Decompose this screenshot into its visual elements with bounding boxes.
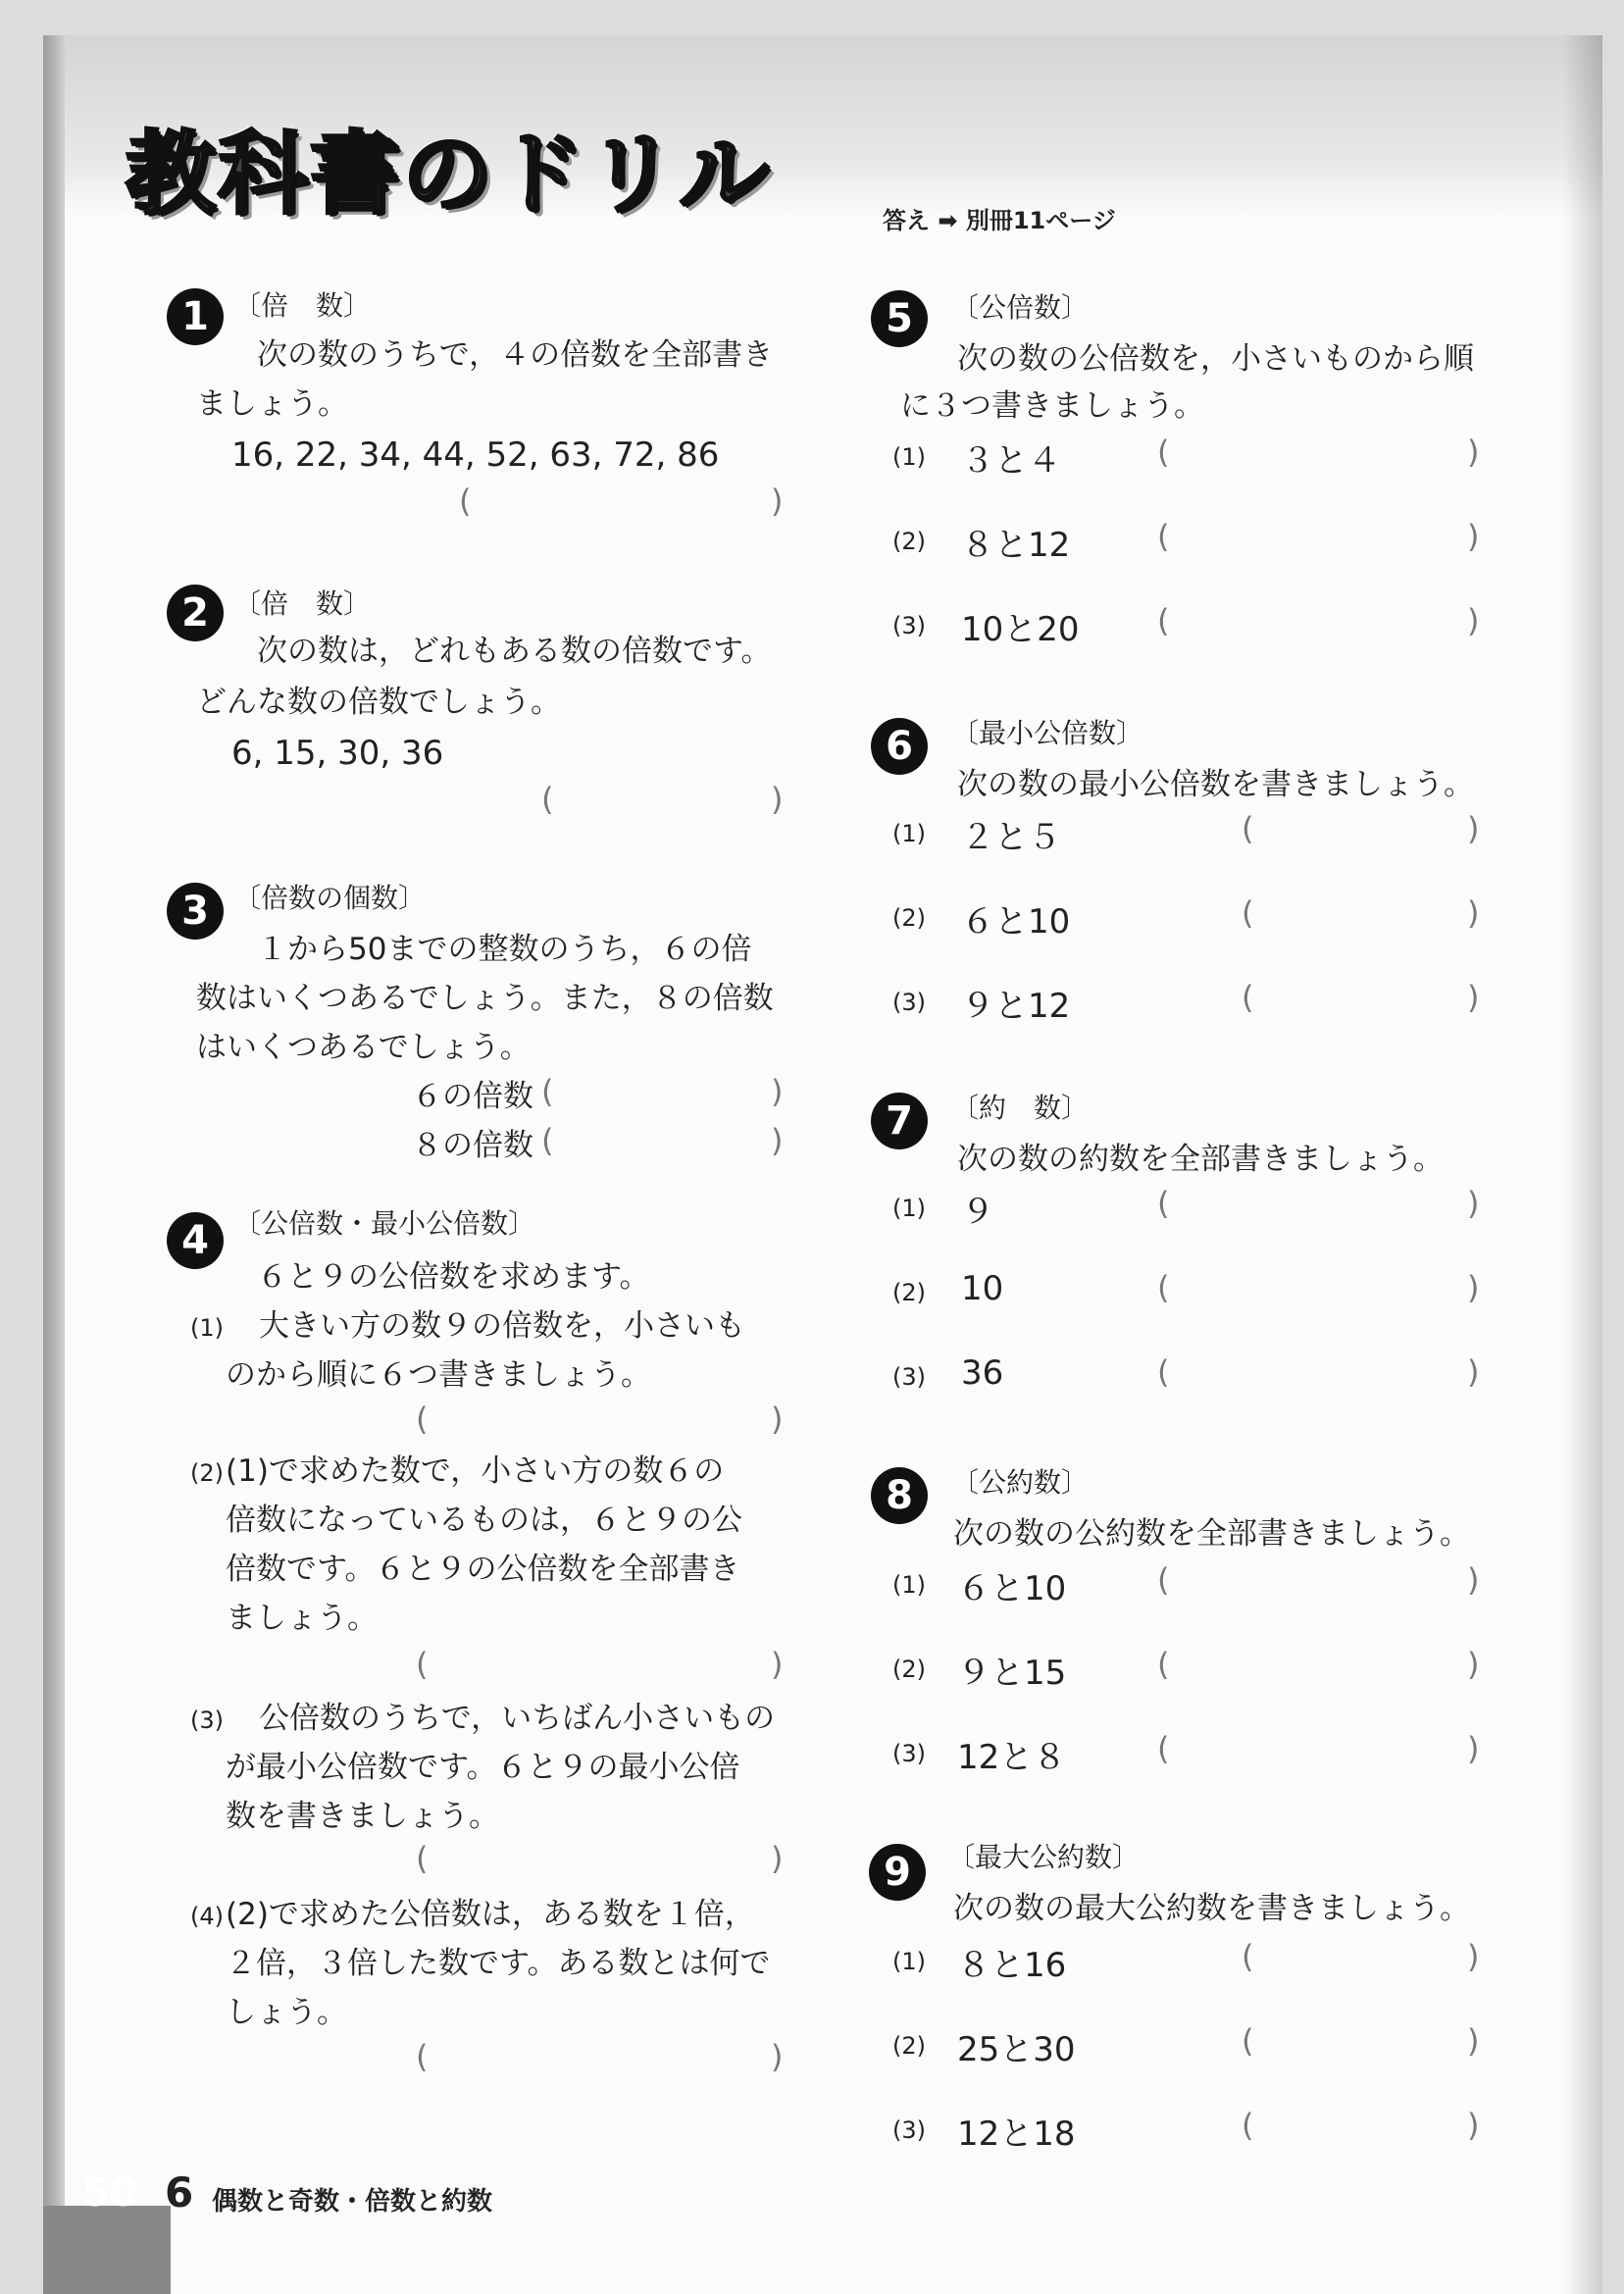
chapter-number: 6 [165,2168,194,2217]
sub-text: 倍数になっているものは，６と９の公 [226,1503,742,1538]
chapter-title: 偶数と奇数・倍数と約数 [212,2187,493,2217]
answer-paren-close: ) [1467,1938,1480,1975]
answer-label: ６の倍数 [412,1079,533,1114]
item-value: 10 [961,1269,1004,1308]
question-number: 5 [871,290,928,347]
answer-paren-open[interactable]: ( [1157,1730,1170,1767]
answer-paren-open[interactable]: ( [1157,1185,1170,1222]
answer-paren-close: ) [771,1401,784,1438]
answer-paren-open[interactable]: ( [1242,1938,1254,1975]
question-tag: 〔公約数〕 [951,1466,1090,1499]
item-label: (1) [892,1195,926,1222]
item-value: 12と８ [957,1738,1067,1777]
item-label: (3) [892,612,926,639]
sub-label: (2) [190,1459,224,1487]
question-tag: 〔倍数の個数〕 [233,882,427,914]
sub-text: (1)で求めた数で，小さい方の数６の [226,1453,725,1489]
question-number: 3 [167,883,224,940]
answer-reference: 答え ➡ 別冊11ページ [883,207,1116,234]
question-text: 次の数の公約数を全部書きましょう。 [953,1516,1470,1552]
question-text: どんな数の倍数でしょう。 [196,685,561,720]
item-label: (1) [892,1571,926,1599]
number-list: 16, 22, 34, 44, 52, 63, 72, 86 [231,435,720,475]
question-tag: 〔公倍数・最小公倍数〕 [233,1207,536,1240]
footer-tab [43,2206,171,2294]
answer-paren-close: ) [1467,602,1480,639]
answer-paren-open[interactable]: ( [1242,810,1254,847]
question-tag: 〔最小公倍数〕 [951,717,1144,749]
page-number: 50 [82,2170,137,2216]
number-list: 6, 15, 30, 36 [231,734,444,773]
answer-paren-open[interactable]: ( [541,1073,554,1110]
answer-label: ８の倍数 [412,1128,533,1163]
item-label: (2) [892,904,926,932]
question-text: 次の数の最大公約数を書きましょう。 [953,1891,1470,1926]
item-value: 10と20 [961,610,1080,649]
answer-paren-close: ) [771,1646,784,1683]
item-value: ６と10 [961,902,1071,942]
answer-paren-close: ) [771,1840,784,1877]
item-label: (3) [892,2116,926,2144]
sub-text: ２倍，３倍した数です。ある数とは何で [226,1946,771,1981]
question-tag: 〔約 数〕 [951,1092,1090,1124]
answer-paren-open[interactable]: ( [1242,2022,1254,2060]
question-text: 次の数の約数を全部書きましょう。 [957,1142,1444,1177]
question-tag: 〔最大公約数〕 [947,1841,1141,1873]
answer-paren-open[interactable]: ( [416,2038,429,2075]
answer-paren-close: ) [1467,810,1480,847]
question-number: 4 [167,1212,224,1269]
answer-paren-close: ) [771,1073,784,1110]
answer-paren-close: ) [1467,433,1480,471]
answer-paren-open[interactable]: ( [1157,602,1170,639]
question-text: １から50までの整数のうち，６の倍 [257,932,752,967]
sub-label: (4) [190,1903,224,1930]
item-label: (3) [892,1740,926,1767]
question-number: 2 [167,585,224,641]
sub-text: 大きい方の数９の倍数を，小さいも [259,1308,745,1344]
item-value: ２と５ [961,818,1061,857]
question-tag: 〔公倍数〕 [951,291,1090,324]
answer-paren-close: ) [1467,894,1480,932]
answer-paren-open[interactable]: ( [1157,1269,1170,1306]
sub-text: (2)で求めた公倍数は，ある数を１倍， [226,1897,755,1932]
item-value: ８と16 [957,1946,1067,1985]
answer-paren-close: ) [1467,1561,1480,1599]
answer-paren-close: ) [1467,1185,1480,1222]
question-number: 7 [871,1093,928,1149]
answer-paren-close: ) [1467,1269,1480,1306]
item-value: 36 [961,1353,1004,1393]
item-value: 12と18 [957,2115,1076,2154]
answer-paren-open[interactable]: ( [1242,894,1254,932]
answer-paren-close: ) [771,2038,784,2075]
question-text: に３つ書きましょう。 [900,388,1204,424]
item-value: ９と12 [961,987,1071,1026]
sub-text: が最小公倍数です。６と９の最小公倍 [226,1750,740,1785]
answer-paren-open[interactable]: ( [1157,1646,1170,1683]
item-label: (1) [892,820,926,847]
item-label: (3) [892,1363,926,1391]
answer-paren-close: ) [1467,1730,1480,1767]
item-value: ９と15 [957,1654,1067,1693]
sub-text: しょう。 [226,1995,347,2030]
question-tag: 〔倍 数〕 [233,289,372,322]
item-label: (3) [892,989,926,1016]
item-value: ８と12 [961,526,1071,565]
question-tag: 〔倍 数〕 [233,587,372,620]
question-text: 次の数は，どれもある数の倍数です。 [257,634,772,669]
question-text: 数はいくつあるでしょう。また，８の倍数 [196,981,774,1016]
answer-paren-close: ) [1467,1353,1480,1391]
answer-paren-open[interactable]: ( [1242,979,1254,1016]
sub-text: 数を書きましょう。 [226,1799,499,1834]
question-number: 6 [871,718,928,775]
answer-paren-close: ) [1467,1646,1480,1683]
answer-paren-close: ) [1467,979,1480,1016]
answer-paren-open[interactable]: ( [416,1401,429,1438]
answer-paren-close: ) [1467,2022,1480,2060]
answer-paren-open[interactable]: ( [416,1840,429,1877]
item-value: ６と10 [957,1569,1067,1608]
page-shadow [1563,35,1602,2294]
question-text: はいくつあるでしょう。 [196,1030,531,1065]
question-text: 次の数のうちで，４の倍数を全部書き [257,337,774,373]
sub-label: (1) [190,1314,224,1342]
item-value: ９ [961,1193,994,1232]
question-text: ６と９の公倍数を求めます。 [257,1259,650,1295]
question-text: 次の数の公倍数を，小さいものから順 [957,341,1474,377]
answer-paren-open[interactable]: ( [1242,2107,1254,2144]
answer-paren-open[interactable]: ( [416,1646,429,1683]
question-number: 1 [167,288,224,345]
answer-paren-open[interactable]: ( [1157,433,1170,471]
answer-paren-open[interactable]: ( [1157,1353,1170,1391]
question-number: 8 [871,1467,928,1524]
answer-paren-close: ) [771,483,784,520]
question-text: 次の数の最小公倍数を書きましょう。 [957,767,1474,802]
answer-paren-open[interactable]: ( [541,781,554,818]
item-label: (2) [892,1656,926,1683]
page-title: 教科書のドリル [126,122,772,227]
answer-paren-open[interactable]: ( [1157,1561,1170,1599]
sub-label: (3) [190,1707,224,1734]
item-label: (1) [892,443,926,471]
sub-text: ましょう。 [226,1601,378,1636]
answer-paren-open[interactable]: ( [459,483,472,520]
item-label: (1) [892,1948,926,1975]
question-text: ましょう。 [196,386,348,422]
answer-paren-open[interactable]: ( [1157,518,1170,555]
item-label: (2) [892,1279,926,1306]
item-label: (2) [892,528,926,555]
sub-text: のから順に６つ書きましょう。 [226,1357,651,1393]
item-value: 25と30 [957,2030,1076,2069]
answer-paren-close: ) [1467,518,1480,555]
binding-edge [43,35,65,2294]
question-number: 9 [869,1844,926,1901]
sub-text: 公倍数のうちで，いちばん小さいもの [259,1701,776,1736]
sub-text: 倍数です。６と９の公倍数を全部書き [226,1552,740,1587]
answer-paren-close: ) [1467,2107,1480,2144]
item-value: ３と４ [961,441,1061,481]
item-label: (2) [892,2032,926,2060]
answer-paren-close: ) [771,1122,784,1159]
answer-paren-close: ) [771,781,784,818]
answer-paren-open[interactable]: ( [541,1122,554,1159]
